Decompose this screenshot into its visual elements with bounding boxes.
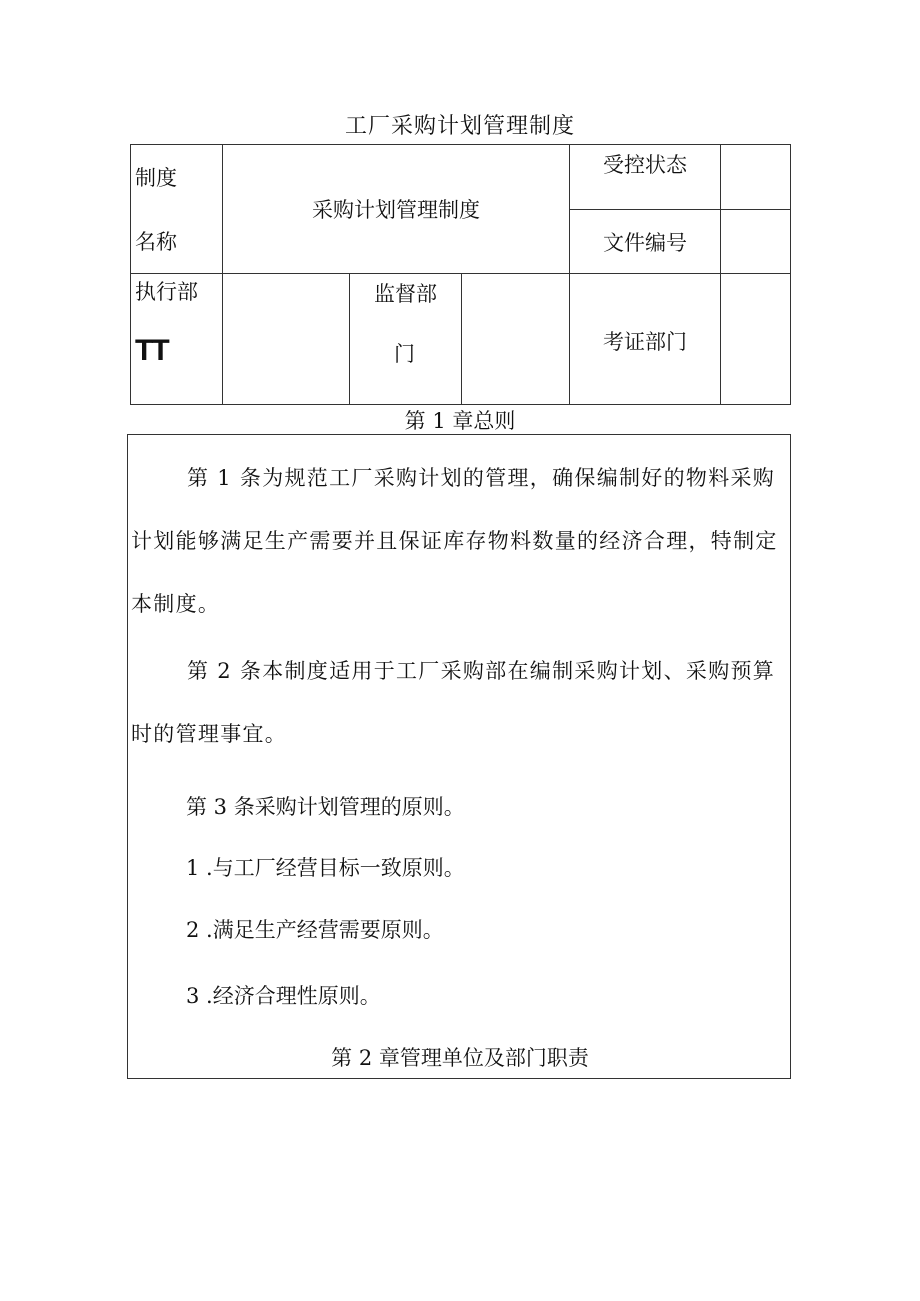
exec-dept-label-line1: 执行部 [135, 280, 198, 304]
exec-dept-label-cell [131, 274, 223, 405]
verify-dept-label: 考证部门 [570, 274, 721, 405]
principle-item: 3 .经济合理性原则。 [186, 984, 381, 1008]
principle-item: 1 .与工厂经营目标一致原则。 [186, 856, 465, 880]
name-value-cell: 采购计划管理制度 [223, 145, 570, 274]
verify-dept-value [721, 274, 791, 405]
chapter-2-heading: 第 2 章管理单位及部门职责 [331, 1046, 589, 1070]
document-header-table [130, 144, 791, 405]
principle-item: 2 .满足生产经营需要原则。 [186, 918, 444, 942]
chapter-1-heading: 第 1 章总则 [404, 409, 516, 433]
article-3: 第 3 条采购计划管理的原则。 [186, 795, 465, 819]
exec-dept-label-line2: TT [135, 334, 168, 367]
name-label-line1: 制度 [135, 166, 177, 190]
exec-dept-value [223, 274, 350, 405]
chapter-body-box [127, 434, 791, 1079]
article-2: 第 2 条本制度适用于工厂采购部在编制采购计划、采购预算时的管理事宜。 [131, 659, 776, 746]
name-label-cell [131, 145, 223, 274]
supervise-dept-label-line2: 门 [394, 342, 415, 366]
name-label-line2: 名称 [135, 230, 177, 254]
control-status-label: 受控状态 [570, 145, 721, 210]
document-title: 工厂采购计划管理制度 [344, 114, 575, 139]
article-1: 第 1 条为规范工厂采购计划的管理，确保编制好的物料采购计划能够满足生产需要并且保证库存物料数量的经济合理，特制定本制度。 [131, 466, 778, 616]
supervise-dept-value [462, 274, 570, 405]
supervise-dept-label-cell [350, 274, 462, 405]
doc-number-value [721, 210, 791, 274]
control-status-value [721, 145, 791, 210]
supervise-dept-label-line1: 监督部 [374, 282, 437, 306]
doc-number-label: 文件编号 [570, 210, 721, 274]
